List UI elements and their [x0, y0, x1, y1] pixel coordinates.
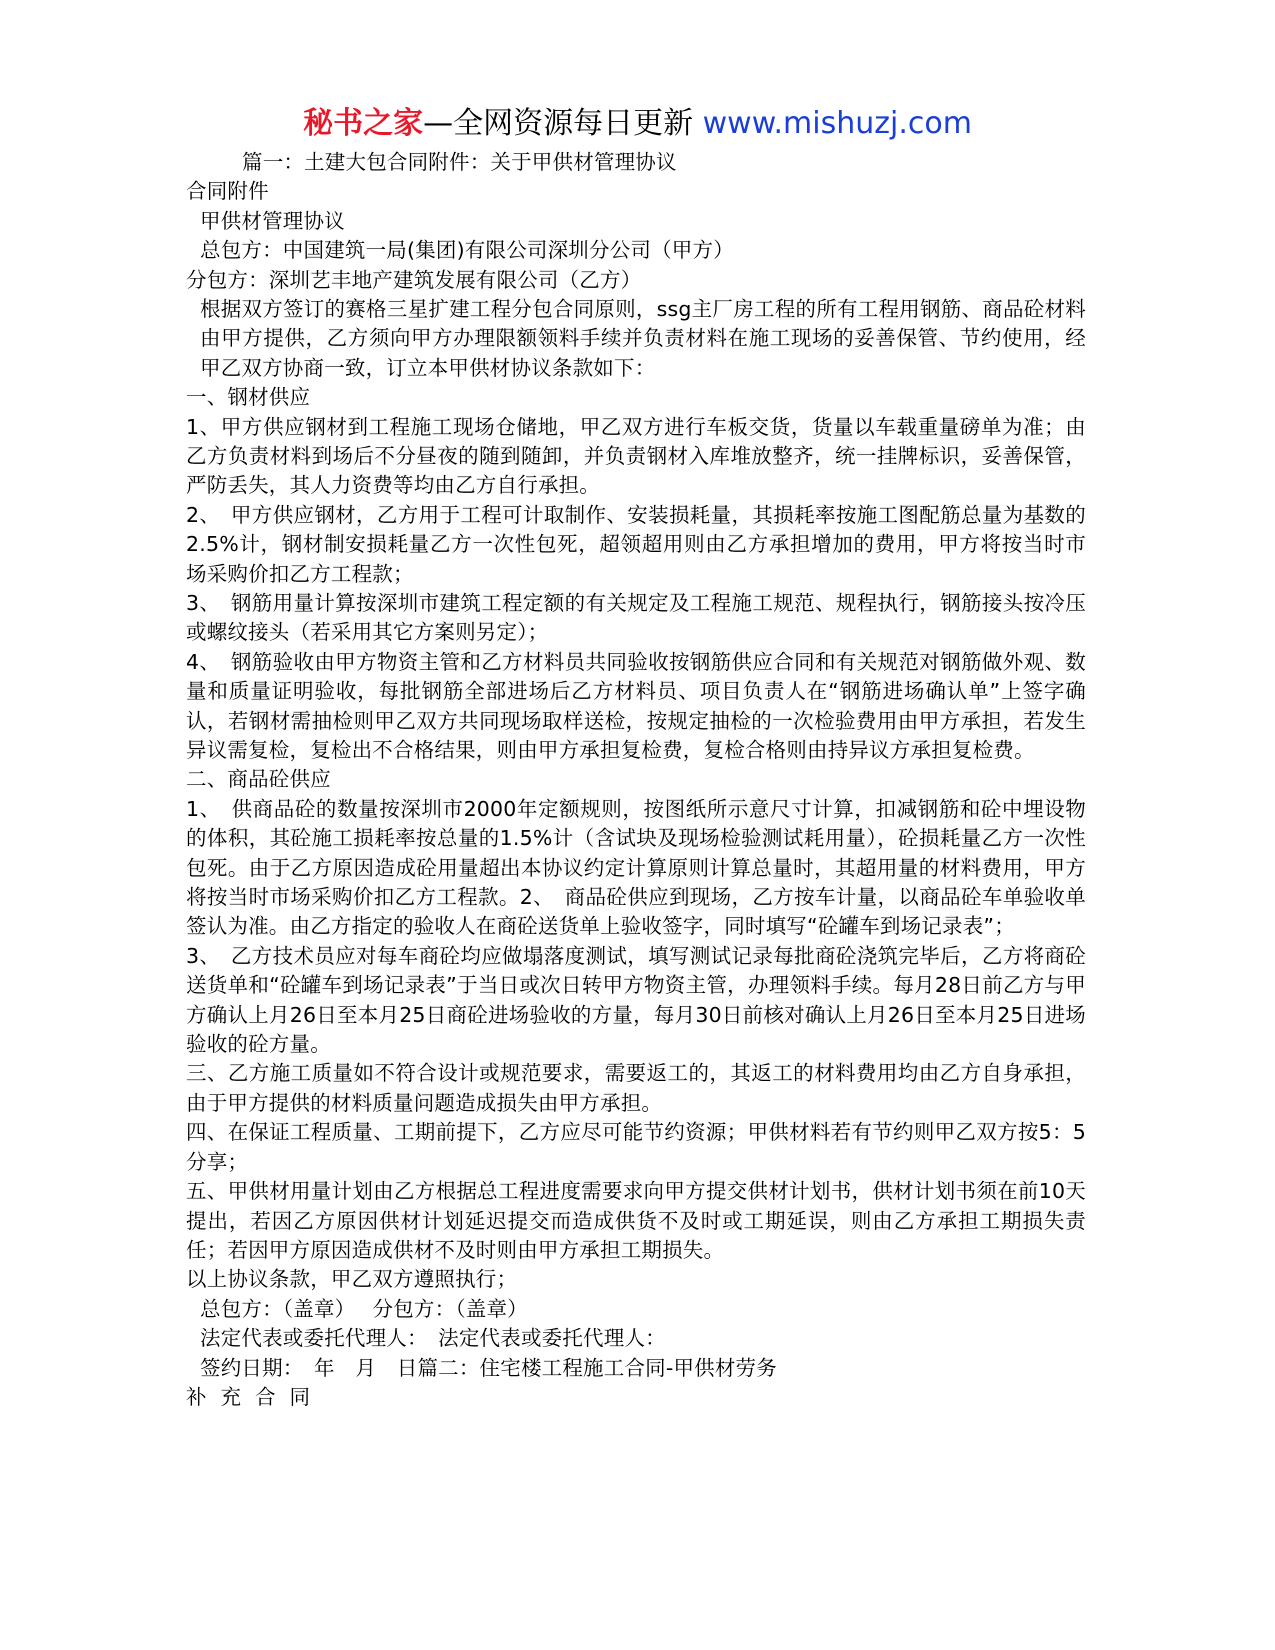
- document-title: 篇一：土建大包合同附件：关于甲供材管理协议: [242, 150, 677, 174]
- clause-paragraph: 三、乙方施工质量如不符合设计或规范要求，需要返工的，其返工的材料费用均由乙方自身承担，由于甲方提供的材料质量问题造成损失由甲方承担。: [186, 1061, 1086, 1115]
- clause-paragraph: 3、 乙方技术员应对每车商砼均应做塌落度测试，填写测试记录每批商砼浇筑完毕后，乙方将商砼送货单和“砼罐车到场记录表”于当日或次日转甲方物资主管，办理领料手续。每月28日前乙方与甲方确认上月26日至本月25日商砼进场验收的方量，每月30日前核对确认上月26日至本月25日进场验收的砼方量。: [186, 943, 1086, 1057]
- party-a: 总包方：中国建筑一局(集团)有限公司深圳分公司（甲方）: [200, 238, 734, 263]
- site-url-link[interactable]: www.mishuzj.com: [702, 106, 972, 141]
- clause-paragraph: 1、 供商品砼的数量按深圳市2000年定额规则，按图纸所示意尺寸计算，扣减钢筋和砼中埋设物的体积，其砼施工损耗率按总量的1.5%计（含试块及现场检验测试耗用量），砼损耗量乙方一次性包死。由于乙方原因造成砼用量超出本协议约定计算原则计算总量时，其超用量的材料费用，甲方将按当时市场采购价扣乙方工程款。2、 商品砼供应到现场，乙方按车计量，以商品砼车单验收单签认为准。由乙方指定的验收人在商砼送货单上验收签字，同时填写“砼罐车到场记录表”；: [186, 796, 1086, 939]
- intro-paragraph: 根据双方签订的赛格三星扩建工程分包合同原则，ssg主厂房工程的所有工程用钢筋、商品砼材料由甲方提供，乙方须向甲方办理限额领料手续并负责材料在施工现场的妥善保管、节约使用，经甲乙双方协商一致，订立本甲供材协议条款如下：: [200, 296, 1086, 380]
- brand-name: 秘书之家: [303, 106, 424, 141]
- clause-paragraph: 1、甲方供应钢材到工程施工现场仓储地，甲乙双方进行车板交货，货量以车载重量磅单为准；由乙方负责材料到场后不分昼夜的随到随卸，并负责钢材入库堆放整齐，统一挂牌标识，妥善保管，严防丢失，其人力资费等均由乙方自行承担。: [186, 414, 1086, 498]
- supplement-heading: 补充合同: [186, 1384, 324, 1409]
- clause-paragraph: 3、 钢筋用量计算按深圳市建筑工程定额的有关规定及工程施工规范、规程执行，钢筋接头按冷压或螺纹接头（若采用其它方案则另定）；: [186, 591, 1086, 645]
- document-body: [186, 148, 1086, 1412]
- party-b: 分包方：深圳艺丰地产建筑发展有限公司（乙方）: [186, 267, 642, 292]
- signing-date-line: 签约日期： 年 月 日篇二：住宅楼工程施工合同-甲供材劳务: [200, 1355, 777, 1380]
- section-heading: 一、钢材供应: [186, 385, 311, 410]
- clause-paragraph: 四、在保证工程质量、工期前提下，乙方应尽可能节约资源；甲供材料若有节约则甲乙双方按5：5分享；: [186, 1120, 1086, 1174]
- section-heading: 二、商品砼供应: [186, 767, 331, 792]
- clause-paragraph: 五、甲供材用量计划由乙方根据总工程进度需要求向甲方提交供材计划书，供材计划书须在前10天提出，若因乙方原因供材计划延迟提交而造成供货不及时或工期延误，则由乙方承担工期损失责任；若因甲方原因造成供材不及时则由甲方承担工期损失。: [186, 1179, 1086, 1262]
- clause-paragraph: 4、 钢筋验收由甲方物资主管和乙方材料员共同验收按钢筋供应合同和有关规范对钢筋做外观、数量和质量证明验收，每批钢筋全部进场后乙方材料员、项目负责人在“钢筋进场确认单”上签字确认，若钢材需抽检则甲乙双方共同现场取样送检，按规定抽检的一次检验费用由甲方承担，若发生异议需复检，复检出不合格结果，则由甲方承担复检费，复检合格则由持异议方承担复检费。: [186, 649, 1086, 763]
- clause-paragraph: 2、 甲方供应钢材，乙方用于工程可计取制作、安装损耗量，其损耗率按施工图配筋总量为基数的2.5%计，钢材制安损耗量乙方一次性包死，超领超用则由乙方承担增加的费用，甲方将按当时市场采购价扣乙方工程款；: [186, 502, 1086, 586]
- agreement-name: 甲供材管理协议: [200, 208, 345, 233]
- closing-statement: 以上协议条款，甲乙双方遵照执行；: [186, 1267, 518, 1292]
- representative-line: 法定代表或委托代理人： 法定代表或委托代理人：: [200, 1326, 666, 1351]
- site-banner: [0, 104, 1275, 144]
- banner-slogan: —全网资源每日更新: [423, 106, 694, 141]
- seal-line: 总包方：（盖章） 分包方：（盖章）: [200, 1296, 528, 1321]
- attachment-label: 合同附件: [186, 179, 269, 204]
